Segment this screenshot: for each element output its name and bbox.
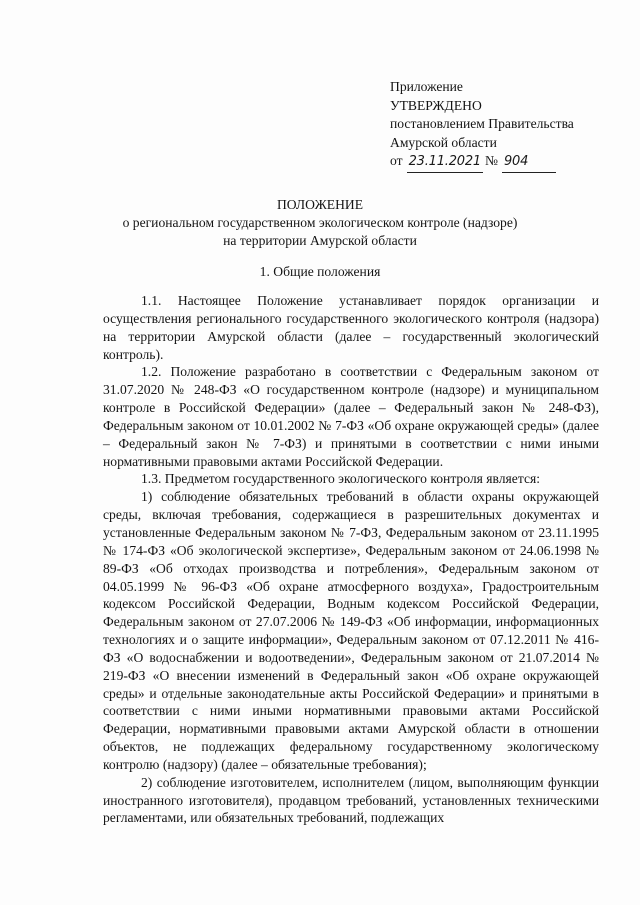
paragraph: 1.1. Настоящее Положение устанавливает порядок организации и осуществления регионального государственного экологического контроля (надзора) на территории Амурской области (далее – государственный экологический контроль).: [103, 293, 599, 362]
handwritten-number: 904: [502, 153, 556, 173]
section-heading: 1. Общие положения: [259, 264, 381, 279]
paragraph: 2) соблюдение изготовителем, исполнителем (лицом, выполняющим функции иностранного изготовителя), продавцом требований, установленных техническими регламентами, или обязательных требований, подлежащих: [103, 774, 599, 826]
handwritten-date: 23.11.2021: [407, 153, 483, 173]
region-label: Амурской области: [390, 134, 497, 150]
approval-header: [390, 78, 630, 173]
appendix-label: Приложение: [390, 79, 463, 94]
from-label: от: [390, 153, 403, 169]
decree-date-number: [390, 152, 630, 173]
document-subtitle: о региональном государственном экологическом контроле (надзоре): [122, 215, 518, 230]
number-sign: №: [485, 153, 498, 169]
document-subtitle-region: на территории Амурской области: [223, 233, 417, 248]
approved-label: УТВЕРЖДЕНО: [390, 97, 482, 113]
paragraph: 1) соблюдение обязательных требований в области охраны окружающей среды, включая требования, содержащиеся в разрешительных документах и установленные Федеральным законом № 7-ФЗ, Федеральным законом от 23.11.1995 № 174-ФЗ «Об экологической экспертизе», Федеральным законом от 24.06.1998 № 89-ФЗ «Об отходах производства и потребления», Федеральным законом от 04.05.1999 № 96-ФЗ «Об охране атмосферного воздуха», Градостроительным кодексом Российской Федерации, Водным кодексом Российской Федерации, Федеральным законом от 27.07.2006 № 149-ФЗ «Об информации, информационных технологиях и о защите информации», Федеральным законом от 07.12.2011 № 416-ФЗ «О водоснабжении и водоотведении», Федеральным законом от 21.07.2014 № 219-ФЗ «О внесении изменений в Федеральный закон «Об охране окружающей среды» и отдельные законодательные акты Российской Федерации» и принятыми в соответствии с ними иными нормативными правовыми актами Российской Федерации, нормативными правовыми актами Амурской области в отношении объектов, не подлежащих федеральному государственному экологическому контролю (надзору) (далее – обязательные требования);: [103, 489, 599, 772]
paragraph: 1.2. Положение разработано в соответствии с Федеральным законом от 31.07.2020 № 248-ФЗ «О государственном контроле (надзоре) и муниципальном контроле в Российской Федерации» (далее – Федеральный закон № 248-ФЗ), Федеральным законом от 10.01.2002 № 7-ФЗ «Об охране окружающей среды» (далее – Федеральный закон № 7-ФЗ) и принятыми в соответствии с ними иными нормативными правовыми актами Российской Федерации.: [103, 364, 599, 469]
decree-label: постановлением Правительства: [390, 116, 574, 132]
paragraph: 1.3. Предметом государственного экологического контроля является:: [141, 471, 541, 487]
document-title: ПОЛОЖЕНИЕ: [276, 197, 364, 212]
document-body: [103, 292, 599, 827]
